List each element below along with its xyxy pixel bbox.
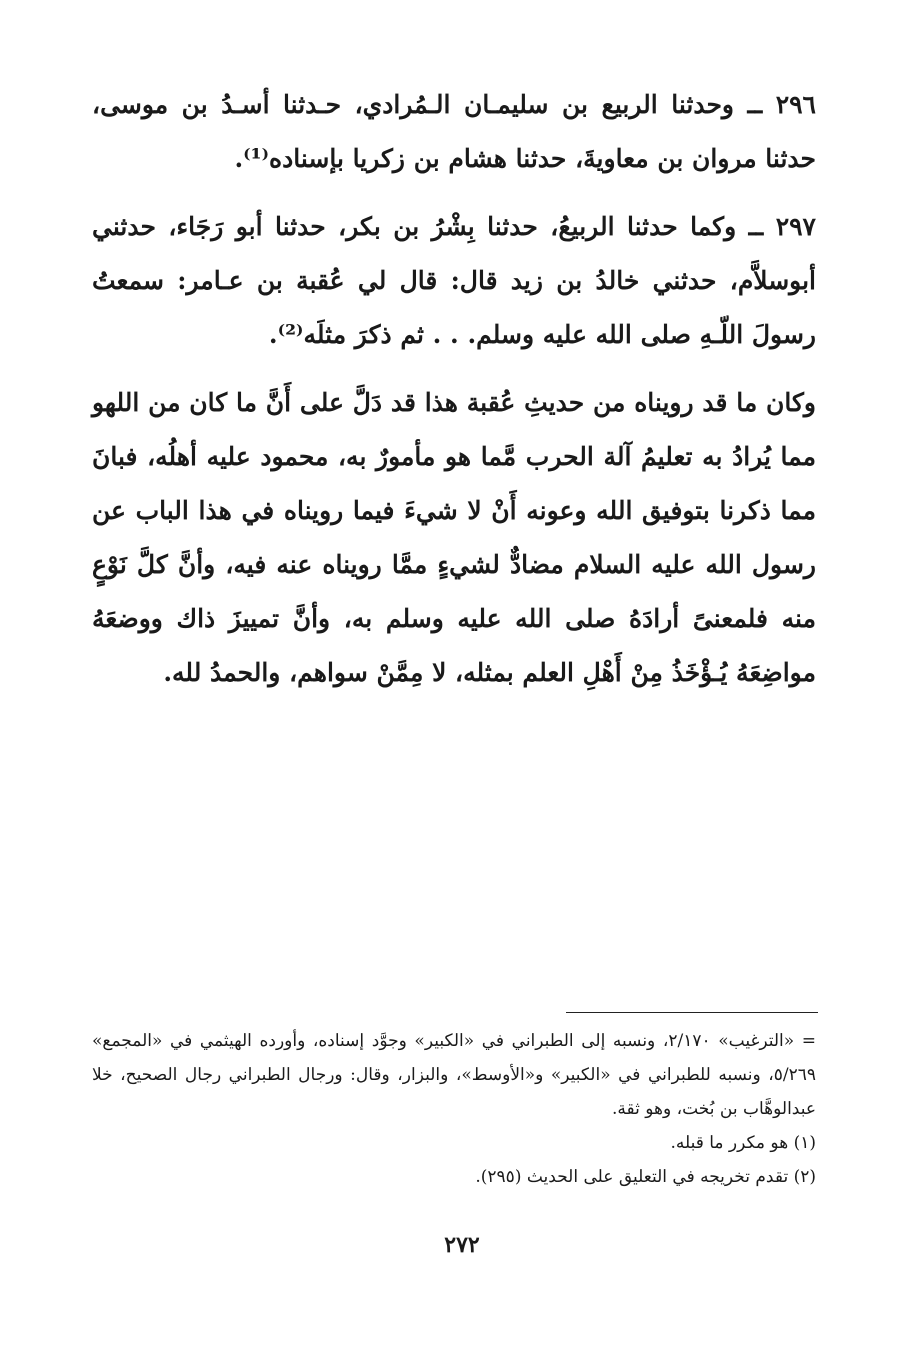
footnotes (92, 1024, 816, 1194)
hadith-296-paragraph: ٢٩٦ ــ وحدثنا الربيع بن سليمـان الـمُرادي، حـدثنا أسـدُ بن موسى، حدثنا مروان بن معاويةَ، حدثنا هشام بن زكريا بإسناده⁽¹⁾. (92, 90, 816, 173)
hadith-297-paragraph: ٢٩٧ ــ وكما حدثنا الربيعُ، حدثنا بِشْرُ بن بكر، حدثنا أبو رَجَاء، حدثني أبوسلاَّم، حدثني خالدُ بن زيد قال: قال لي عُقبة بن عـامر: سمعتُ رسولَ اللّـهِ صلى الله عليه وسلم. . . ثم ذكرَ مثلَه⁽²⁾. (92, 212, 816, 349)
main-text (92, 78, 816, 700)
footnote-2: (٢) تقدم تخريجه في التعليق على الحديث (٢٩٥). (475, 1167, 816, 1187)
footnote-continuation: = «الترغيب» ٢/١٧٠، ونسبه إلى الطبراني في «الكبير» وجوَّد إسناده، وأورده الهيثمي في «المجمع» ٥/٢٦٩، ونسبه للطبراني في «الكبير» و«الأوسط»، والبزار، وقال: ورجال الطبراني رجال الصحيح، خلا عبدالوهَّاب بن بُخت، وهو ثقة. (92, 1031, 816, 1119)
footnote-1: (١) هو مكرر ما قبله. (670, 1133, 816, 1153)
footnote-separator (566, 1012, 818, 1013)
page-number: ٢٧٢ (444, 1232, 480, 1258)
commentary-paragraph: وكان ما قد رويناه من حديثِ عُقبة هذا قد دَلَّ على أَنَّ ما كان من اللهو مما يُرادُ به تعليمُ آلة الحرب مَّما هو مأمورٌ به، محمود عليه أهلُه، فبانَ مما ذكرنا بتوفيق الله وعونه أَنْ لا شيءَ فيما رويناه في هذا الباب عن رسول الله عليه السلام مضادٌّ لشيءٍ ممَّا رويناه عنه فيه، وأنَّ كلَّ نَوْعٍ منه فلمعنىً أرادَهُ صلى الله عليه وسلم به، وأنَّ تمييزَ ذاك ووضعَهُ مواضِعَهُ يُـؤْخَذُ مِنْ أَهْلِ العلم بمثله، لا مِمَّنْ سواهم، والحمدُ لله. (92, 388, 816, 687)
